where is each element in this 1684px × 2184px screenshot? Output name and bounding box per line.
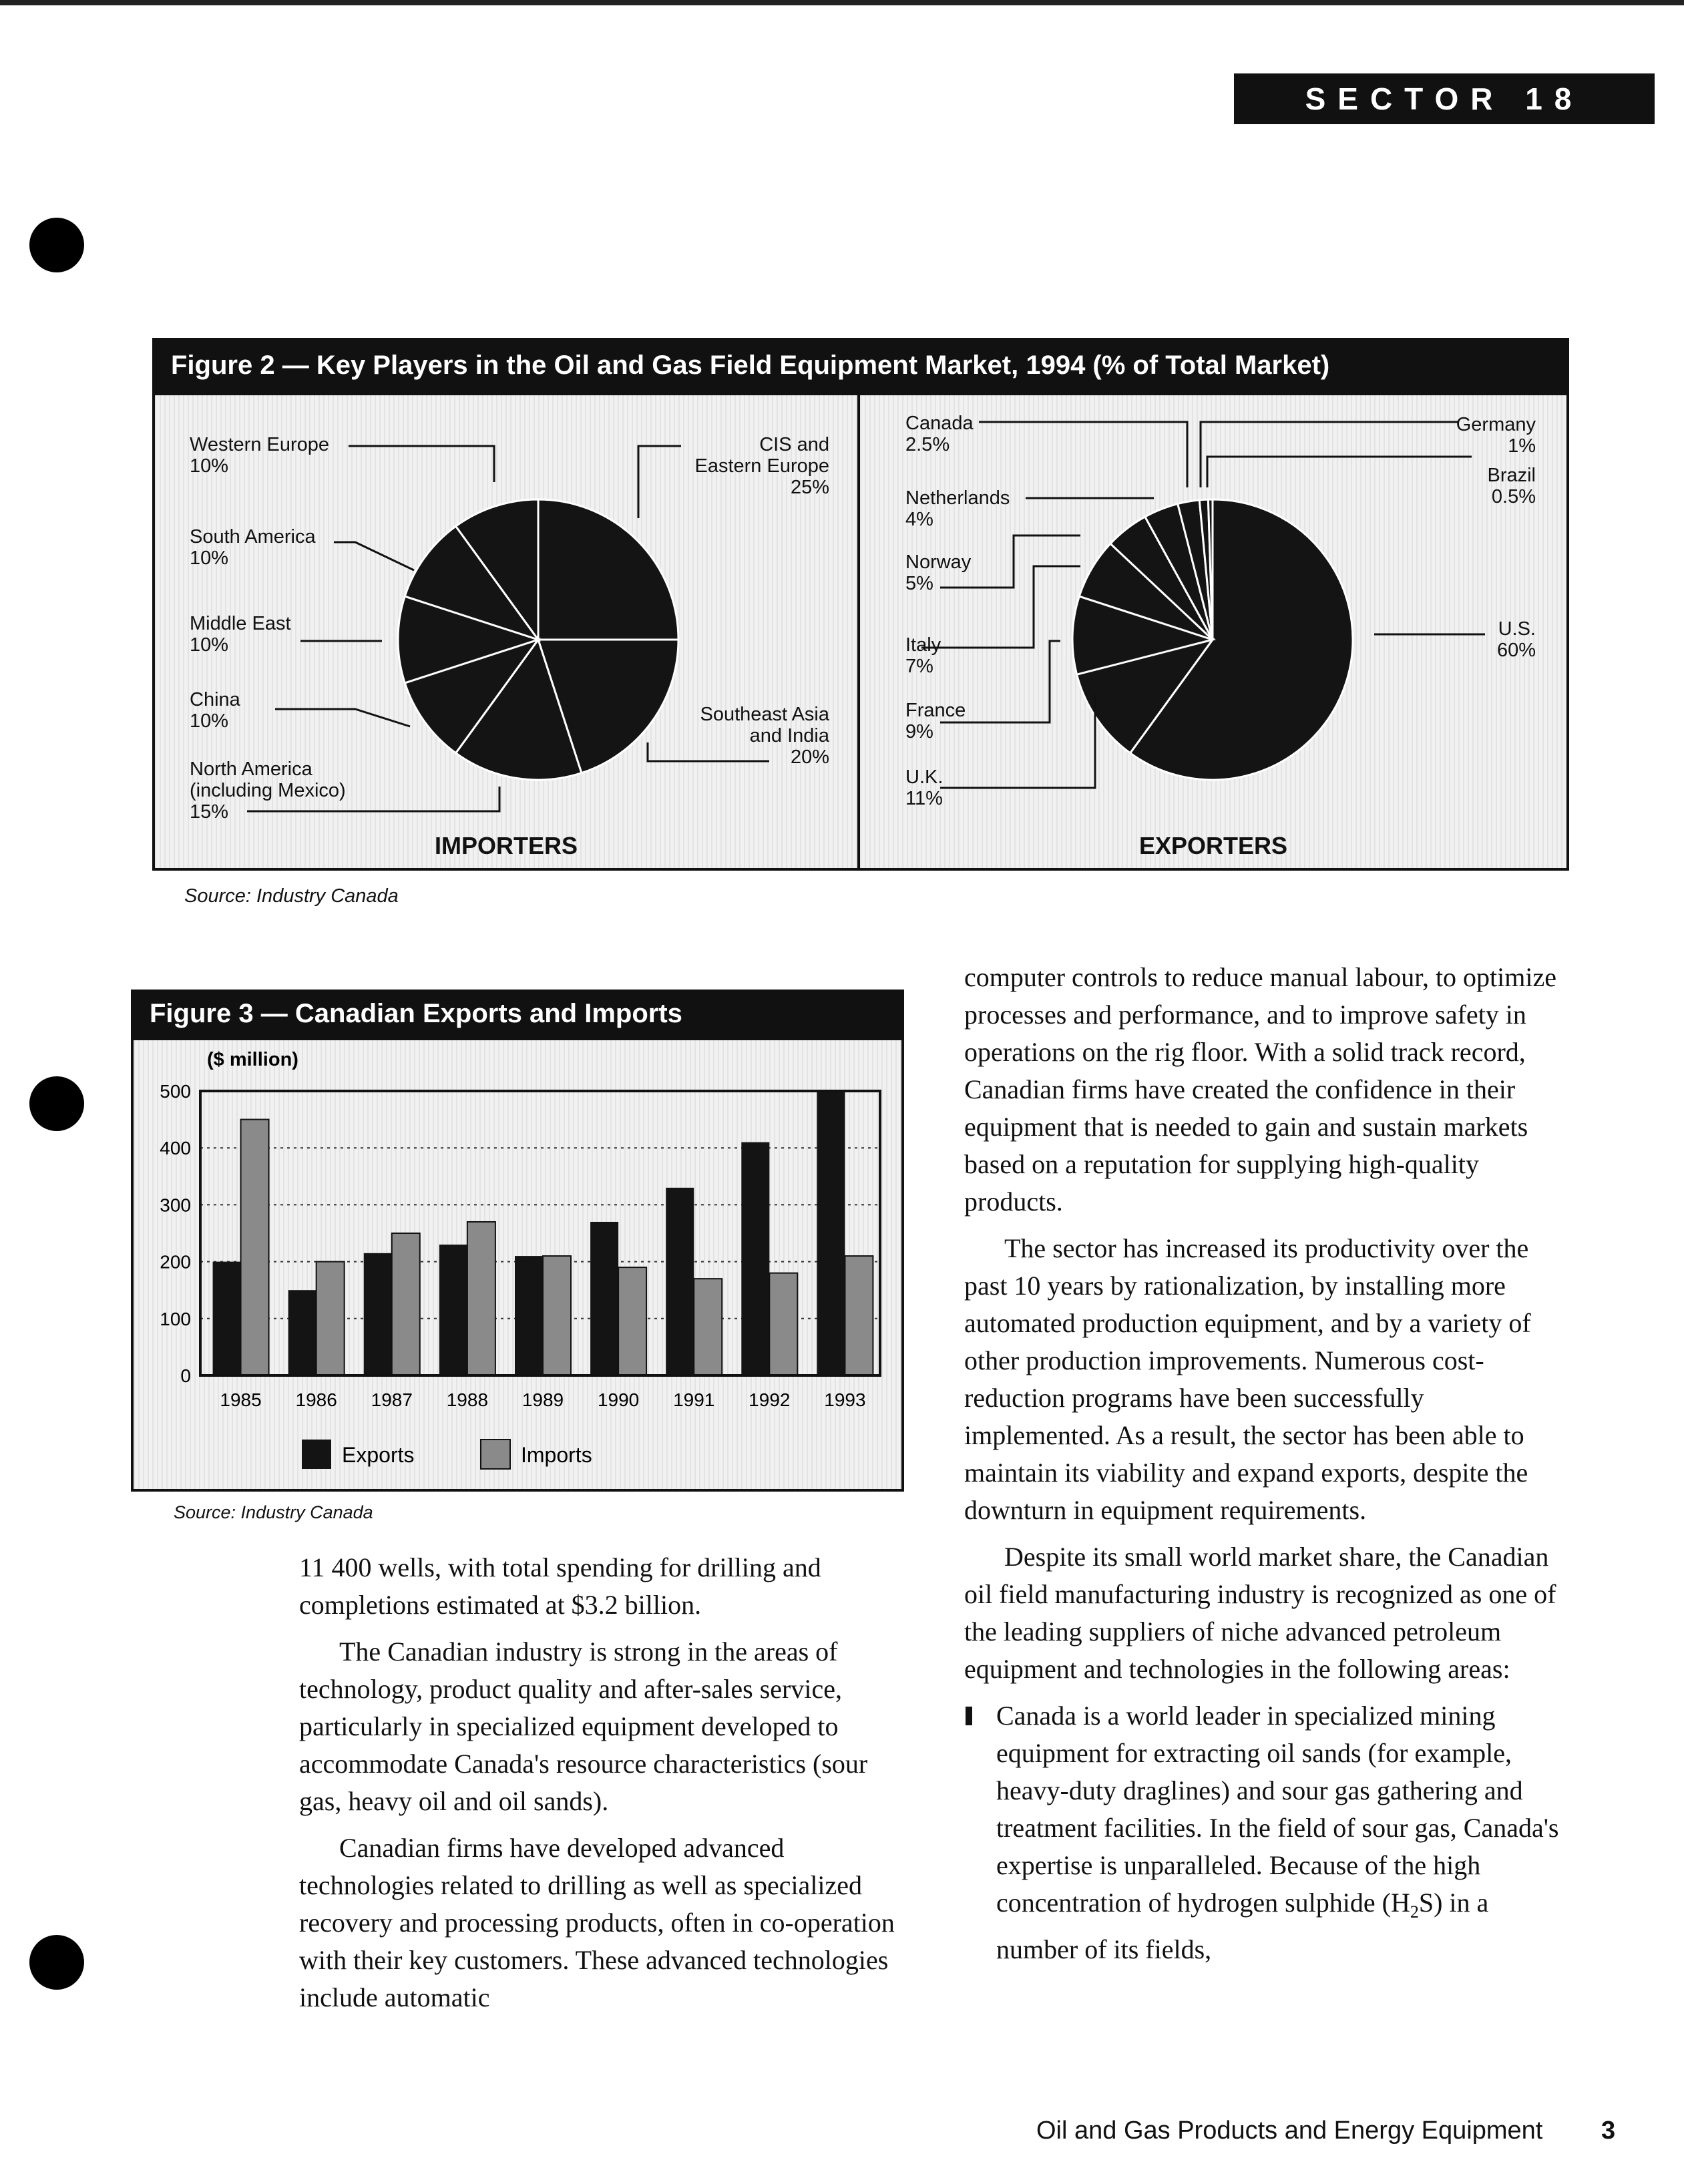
subscript: 2: [1410, 1902, 1419, 1922]
bar-exports-1990: [590, 1222, 618, 1375]
label-middle-east: Middle East 10%: [190, 613, 291, 656]
label-germany: Germany 1%: [1456, 414, 1536, 457]
paragraph: computer controls to reduce manual labour, to optimize processes and performance, and to improve safety in operations on the rig floor. With a solid track record, Canadian firms have created the confidence in their equipment that is needed to gain and sustain markets based on a reputation for supplying high-quality products.: [964, 962, 1557, 1217]
y-tick-label: 200: [160, 1251, 191, 1273]
paragraph: The sector has increased its productivity over the past 10 years by rationalization, by installing more automated production equipment, and by a variety of other production improvements. Numerous cost-reduction programs have been successfully implemented. As a result, the sector has been able to maintain its viability and expand exports, despite the downturn in equipment requirements.: [964, 1233, 1531, 1525]
label-china: China 10%: [190, 689, 240, 732]
figure2-source: Source: Industry Canada: [184, 885, 399, 907]
binder-hole: [29, 218, 84, 272]
label-south-america: South America 10%: [190, 526, 316, 569]
label-brazil: Brazil 0.5%: [1487, 465, 1536, 507]
figure3-title: Figure 3 — Canadian Exports and Imports: [131, 990, 904, 1038]
bullet-text: Canada is a world leader in specialized mining equipment for extracting oil sands (for example, heavy-duty draglines) and sour gas gathering and treatment facilities. In the field of sour gas, Canada's expertise is unparalleled. Because of the high concentration of hydrogen sulphide (H: [996, 1701, 1559, 1918]
left-text-column: [299, 1549, 900, 2026]
x-tick-label: 1988: [446, 1389, 489, 1410]
sector-label: SECTOR 18: [1234, 73, 1655, 124]
y-tick-label: 500: [160, 1081, 191, 1102]
y-tick-label: 0: [180, 1365, 191, 1386]
bar-imports-1992: [769, 1273, 797, 1375]
top-rule: [0, 0, 1684, 5]
bar-imports-1991: [694, 1279, 722, 1375]
paragraph: Canadian firms have developed advanced technologies related to drilling as well as specialized recovery and processing products, often in co-operation with their key customers. These advanced technologies include automatic: [299, 1833, 895, 2012]
x-tick-label: 1989: [521, 1389, 564, 1410]
exporters-caption: EXPORTERS: [1138, 832, 1288, 859]
paragraph: 11 400 wells, with total spending for drilling and completions estimated at $3.2 billion.: [299, 1552, 821, 1620]
bar-imports-1986: [317, 1262, 345, 1375]
label-us: U.S. 60%: [1496, 618, 1536, 661]
bar-exports-1988: [439, 1245, 467, 1375]
bar-marks: [213, 1091, 873, 1375]
label-southeast-asia: Southeast Asia and India 20%: [700, 704, 829, 768]
exporters-pie: [1072, 499, 1353, 780]
bullet-marker: [966, 1707, 972, 1725]
x-tick-labels: [220, 1389, 865, 1410]
paragraph: Despite its small world market share, the Canadian oil field manufacturing industry is recognized as one of the leading suppliers of niche advanced petroleum equipment and technologies in the following areas:: [964, 1542, 1556, 1684]
leader-line: [638, 446, 681, 518]
bar-legend: [302, 1440, 592, 1469]
legend-swatch-imports: [481, 1440, 510, 1469]
binder-hole: [29, 1076, 84, 1131]
x-tick-label: 1990: [597, 1389, 640, 1410]
y-tick-labels: [160, 1081, 191, 1386]
footer-title: Oil and Gas Products and Energy Equipment: [1036, 2117, 1543, 2145]
x-tick-label: 1987: [371, 1389, 413, 1410]
label-western-europe: Western Europe 10%: [190, 434, 330, 477]
bar-exports-1991: [666, 1188, 694, 1375]
importers-panel: [152, 393, 860, 871]
label-uk: U.K. 11%: [905, 767, 943, 809]
bar-imports-1993: [845, 1256, 873, 1375]
paragraph: The Canadian industry is strong in the areas of technology, product quality and after-sales service, particularly in specialized equipment developed to accommodate Canada's resource characteristics (sour gas, heavy oil and oil sands).: [299, 1636, 868, 1816]
legend-label-imports: Imports: [521, 1443, 592, 1467]
leader-line: [349, 446, 494, 482]
figure3-chart: [134, 1040, 901, 1489]
figure3-panel: [131, 1038, 904, 1492]
leader-line: [1201, 422, 1458, 487]
bar-imports-1985: [241, 1120, 269, 1375]
pie-slice-cis-and-eastern-europe: [538, 499, 678, 640]
y-tick-label: 400: [160, 1138, 191, 1159]
bullet-text-end: S) in a number of its fields,: [996, 1888, 1489, 1964]
binder-hole: [29, 1935, 84, 1990]
y-tick-label: 300: [160, 1194, 191, 1216]
y-tick-label: 100: [160, 1308, 191, 1329]
bar-imports-1988: [467, 1222, 495, 1375]
y-axis-label: ($ million): [207, 1049, 298, 1070]
leader-line: [275, 709, 410, 726]
label-france: France 9%: [905, 700, 966, 742]
label-cis: CIS and Eastern Europe 25%: [694, 434, 829, 498]
label-norway: Norway 5%: [905, 552, 972, 594]
legend-swatch-exports: [302, 1440, 331, 1469]
x-tick-label: 1993: [824, 1389, 866, 1410]
label-italy: Italy 7%: [905, 634, 941, 677]
right-text-column: [964, 959, 1565, 1978]
figure2-title: Figure 2 — Key Players in the Oil and Gas Field Equipment Market, 1994 (% of Total Market): [152, 338, 1569, 393]
exporters-chart: [860, 395, 1566, 868]
leader-line: [979, 422, 1187, 487]
label-netherlands: Netherlands 4%: [905, 487, 1010, 530]
bar-exports-1989: [515, 1256, 543, 1375]
x-tick-label: 1985: [220, 1389, 262, 1410]
bar-exports-1985: [213, 1262, 241, 1375]
x-tick-label: 1991: [673, 1389, 715, 1410]
exporters-panel: [857, 393, 1569, 871]
bar-exports-1986: [288, 1290, 317, 1375]
bar-imports-1990: [618, 1267, 646, 1375]
page-number: 3: [1601, 2117, 1616, 2145]
importers-pie: [398, 499, 678, 780]
bar-exports-1987: [364, 1253, 392, 1375]
legend-label-exports: Exports: [342, 1443, 415, 1467]
bullet-item: [964, 1697, 1565, 1968]
bar-imports-1987: [392, 1233, 420, 1375]
leader-line: [1207, 457, 1472, 487]
figure3-source: Source: Industry Canada: [174, 1502, 373, 1522]
label-canada: Canada 2.5%: [905, 413, 974, 455]
x-tick-label: 1992: [749, 1389, 791, 1410]
bar-exports-1992: [741, 1142, 769, 1375]
importers-caption: IMPORTERS: [434, 832, 578, 859]
leader-line: [334, 542, 414, 570]
bar-exports-1993: [817, 1091, 845, 1375]
bar-imports-1989: [543, 1256, 571, 1375]
label-north-america: North America (including Mexico) 15%: [190, 758, 346, 823]
x-tick-label: 1986: [295, 1389, 337, 1410]
